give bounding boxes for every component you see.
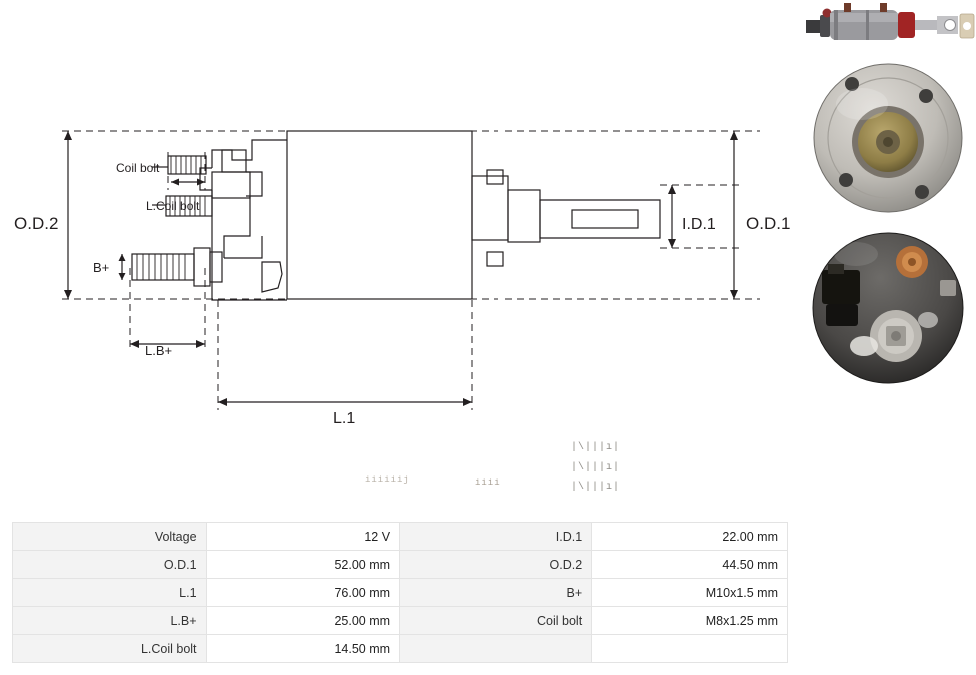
spec-label: L.1 [13,579,207,607]
spec-empty-cell [400,635,592,663]
label-lbplus: L.B+ [145,343,173,358]
label-od2: O.D.2 [14,214,59,233]
label-l-coil-bolt: L.Coil bolt [146,199,200,213]
spec-value: 76.00 mm [206,579,400,607]
spec-label: B+ [400,579,592,607]
artifact-text-3: |\|||ı| [570,442,620,453]
artifact-text-2: iiii [475,478,501,488]
solenoid-front-view-photo [800,56,976,220]
spec-label: Voltage [13,523,207,551]
spec-value: M10x1.5 mm [592,579,788,607]
product-photos [800,0,976,390]
spec-value: 22.00 mm [592,523,788,551]
table-row [13,635,788,663]
solenoid-back-view-photo [800,228,976,390]
label-l1: L.1 [333,410,356,427]
spec-value: 25.00 mm [206,607,400,635]
spec-empty-value [592,635,788,663]
table-row [13,607,788,635]
table-row [13,523,788,551]
specifications-table [12,522,788,663]
artifact-text-1: iiiiiij [365,475,410,485]
label-od1: O.D.1 [746,214,790,233]
spec-value: 14.50 mm [206,635,400,663]
spec-value: M8x1.25 mm [592,607,788,635]
spec-label: Coil bolt [400,607,592,635]
label-bplus: B+ [93,260,110,275]
spec-label: L.Coil bolt [13,635,207,663]
label-coil-bolt: Coil bolt [116,161,160,175]
spec-value: 52.00 mm [206,551,400,579]
label-id1: I.D.1 [682,216,716,233]
solenoid-side-view-photo [800,0,976,52]
spec-label: I.D.1 [400,523,592,551]
spec-label: O.D.2 [400,551,592,579]
artifact-text-4: |\|||ı| [570,462,620,473]
spec-value: 12 V [206,523,400,551]
spec-value: 44.50 mm [592,551,788,579]
table-row [13,579,788,607]
spec-label: L.B+ [13,607,207,635]
spec-label: O.D.1 [13,551,207,579]
artifact-text-5: |\|||ı| [570,482,620,493]
table-row [13,551,788,579]
